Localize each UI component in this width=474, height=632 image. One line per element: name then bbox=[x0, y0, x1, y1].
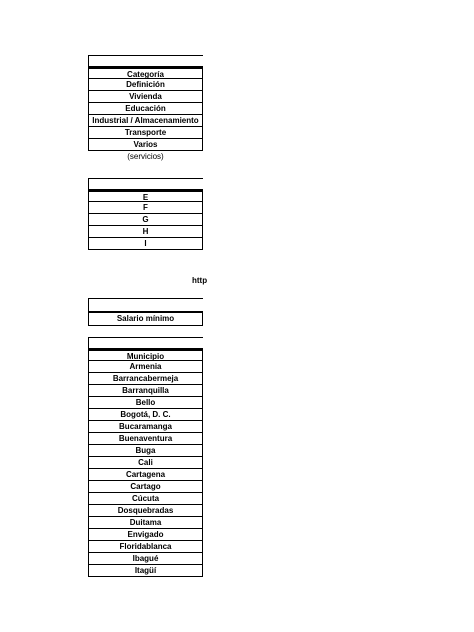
table4-row-municipio: Municipio bbox=[88, 349, 203, 361]
table4-row: Buenaventura bbox=[88, 433, 203, 445]
table1-row-transporte: Transporte bbox=[88, 127, 203, 139]
url-fragment: http bbox=[192, 276, 208, 285]
table4-row: Envigado bbox=[88, 529, 203, 541]
table1 bbox=[88, 67, 203, 163]
table2-row-g: G bbox=[88, 214, 203, 226]
table2-row-h: H bbox=[88, 226, 203, 238]
table4 bbox=[88, 349, 203, 577]
table4-row: Barranquilla bbox=[88, 385, 203, 397]
table4-row: Itagüí bbox=[88, 565, 203, 577]
table4-header-bar bbox=[88, 337, 203, 349]
table4-row: Duitama bbox=[88, 517, 203, 529]
table1-row-categoria: Categoría bbox=[88, 67, 203, 79]
table1-row-educacion: Educación bbox=[88, 103, 203, 115]
table2-header-bar bbox=[88, 178, 203, 190]
table4-row: Cartago bbox=[88, 481, 203, 493]
table4-row: Cali bbox=[88, 457, 203, 469]
table4-row: Armenia bbox=[88, 361, 203, 373]
table2-row-i: I bbox=[88, 238, 203, 250]
table2 bbox=[88, 190, 203, 250]
table4-row: Ibagué bbox=[88, 553, 203, 565]
table4-row: Barrancabermeja bbox=[88, 373, 203, 385]
table4-row: Bucaramanga bbox=[88, 421, 203, 433]
table4-row: Floridablanca bbox=[88, 541, 203, 553]
table1-note: (servicios) bbox=[127, 152, 164, 161]
table4-row: Dosquebradas bbox=[88, 505, 203, 517]
table4-row: Cúcuta bbox=[88, 493, 203, 505]
table4-row: Bogotá, D. C. bbox=[88, 409, 203, 421]
table1-header-bar bbox=[88, 55, 203, 67]
table3 bbox=[88, 312, 203, 326]
table3-header-bar bbox=[88, 298, 203, 312]
table2-row-e: E bbox=[88, 190, 203, 202]
table4-row: Bello bbox=[88, 397, 203, 409]
table1-row-vivienda: Vivienda bbox=[88, 91, 203, 103]
table3-row-salario-minimo: Salario mínimo bbox=[88, 312, 203, 326]
table1-row-definicion: Definición bbox=[88, 79, 203, 91]
table2-row-f: F bbox=[88, 202, 203, 214]
table4-row: Buga bbox=[88, 445, 203, 457]
table1-row-industrial: Industrial / Almacenamiento bbox=[88, 115, 203, 127]
table4-row: Cartagena bbox=[88, 469, 203, 481]
table1-row-varios: Varios bbox=[88, 139, 203, 151]
